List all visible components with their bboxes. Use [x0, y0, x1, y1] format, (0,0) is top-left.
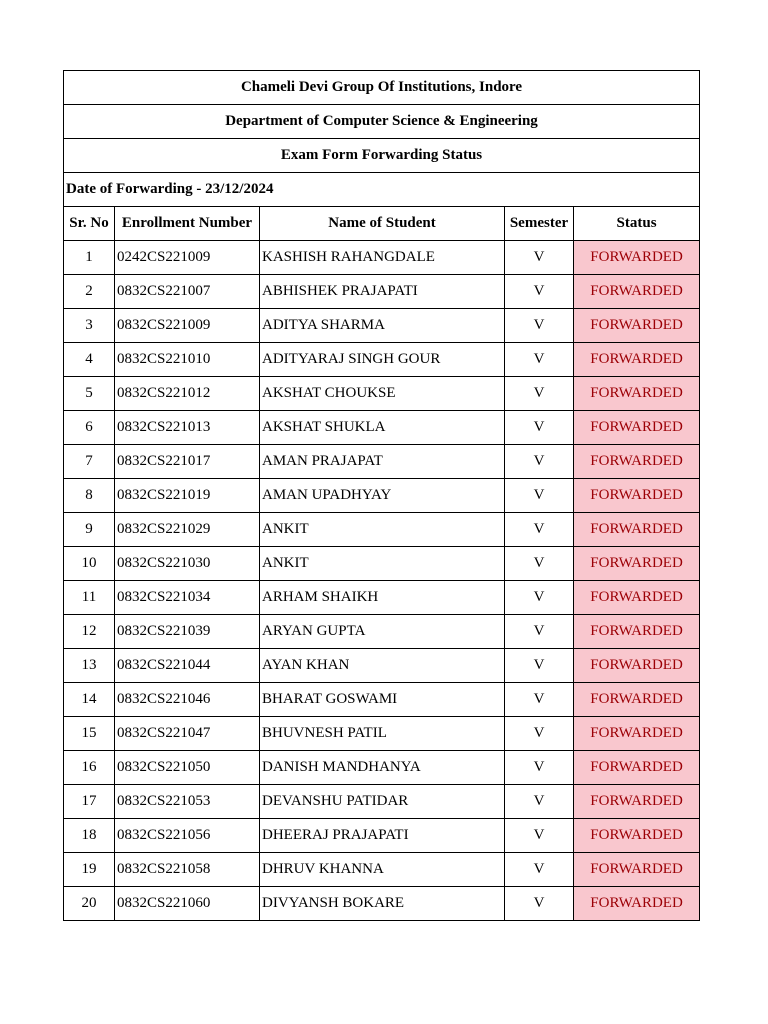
- department-row: [64, 105, 700, 139]
- student-name-cell: DHRUV KHANNA: [260, 853, 505, 887]
- semester-cell: V: [505, 411, 574, 445]
- status-badge: FORWARDED: [574, 513, 700, 547]
- enrollment-number-cell: 0832CS221060: [115, 887, 260, 921]
- enrollment-number-cell: 0832CS221044: [115, 649, 260, 683]
- enrollment-number-cell: 0832CS221056: [115, 819, 260, 853]
- semester-cell: V: [505, 547, 574, 581]
- sr-no-cell: 8: [64, 479, 115, 513]
- sr-no-cell: 4: [64, 343, 115, 377]
- sr-no-cell: 17: [64, 785, 115, 819]
- enrollment-number-cell: 0832CS221053: [115, 785, 260, 819]
- semester-cell: V: [505, 717, 574, 751]
- status-badge: FORWARDED: [574, 649, 700, 683]
- semester-cell: V: [505, 445, 574, 479]
- department-name: Department of Computer Science & Engineering: [64, 105, 700, 139]
- table-row: [64, 649, 700, 683]
- sr-no-cell: 12: [64, 615, 115, 649]
- student-name-cell: ANKIT: [260, 513, 505, 547]
- semester-cell: V: [505, 343, 574, 377]
- enrollment-number-cell: 0832CS221029: [115, 513, 260, 547]
- student-name-cell: BHUVNESH PATIL: [260, 717, 505, 751]
- student-name-cell: ANKIT: [260, 547, 505, 581]
- table-row: [64, 343, 700, 377]
- enrollment-number-cell: 0832CS221030: [115, 547, 260, 581]
- enrollment-number-cell: 0832CS221009: [115, 309, 260, 343]
- status-badge: FORWARDED: [574, 717, 700, 751]
- student-name-cell: DIVYANSH BOKARE: [260, 887, 505, 921]
- status-badge: FORWARDED: [574, 887, 700, 921]
- institution-name: Chameli Devi Group Of Institutions, Indore: [64, 71, 700, 105]
- status-badge: FORWARDED: [574, 309, 700, 343]
- status-badge: FORWARDED: [574, 343, 700, 377]
- table-row: [64, 887, 700, 921]
- student-name-cell: KASHISH RAHANGDALE: [260, 241, 505, 275]
- enrollment-number-cell: 0832CS221010: [115, 343, 260, 377]
- column-header-sr-no: Sr. No: [64, 207, 115, 241]
- student-name-cell: ARYAN GUPTA: [260, 615, 505, 649]
- status-badge: FORWARDED: [574, 377, 700, 411]
- institution-row: [64, 71, 700, 105]
- table-row: [64, 717, 700, 751]
- enrollment-number-cell: 0832CS221013: [115, 411, 260, 445]
- table-row: [64, 785, 700, 819]
- status-badge: FORWARDED: [574, 683, 700, 717]
- table-row: [64, 853, 700, 887]
- column-header-status: Status: [574, 207, 700, 241]
- student-name-cell: ARHAM SHAIKH: [260, 581, 505, 615]
- semester-cell: V: [505, 785, 574, 819]
- student-name-cell: AYAN KHAN: [260, 649, 505, 683]
- enrollment-number-cell: 0832CS221012: [115, 377, 260, 411]
- status-badge: FORWARDED: [574, 615, 700, 649]
- table-row: [64, 445, 700, 479]
- sr-no-cell: 7: [64, 445, 115, 479]
- forwarding-date: Date of Forwarding - 23/12/2024: [64, 173, 700, 207]
- enrollment-number-cell: 0832CS221046: [115, 683, 260, 717]
- status-badge: FORWARDED: [574, 241, 700, 275]
- column-header-semester: Semester: [505, 207, 574, 241]
- table-row: [64, 547, 700, 581]
- enrollment-number-cell: 0832CS221019: [115, 479, 260, 513]
- sr-no-cell: 11: [64, 581, 115, 615]
- sr-no-cell: 20: [64, 887, 115, 921]
- enrollment-number-cell: 0832CS221050: [115, 751, 260, 785]
- student-name-cell: AKSHAT SHUKLA: [260, 411, 505, 445]
- column-header-name: Name of Student: [260, 207, 505, 241]
- student-name-cell: AKSHAT CHOUKSE: [260, 377, 505, 411]
- column-header-row: [64, 207, 700, 241]
- enrollment-number-cell: 0832CS221047: [115, 717, 260, 751]
- status-badge: FORWARDED: [574, 785, 700, 819]
- sr-no-cell: 18: [64, 819, 115, 853]
- sr-no-cell: 1: [64, 241, 115, 275]
- semester-cell: V: [505, 309, 574, 343]
- sr-no-cell: 15: [64, 717, 115, 751]
- student-name-cell: AMAN PRAJAPAT: [260, 445, 505, 479]
- table-row: [64, 411, 700, 445]
- semester-cell: V: [505, 513, 574, 547]
- table-row: [64, 819, 700, 853]
- sr-no-cell: 6: [64, 411, 115, 445]
- enrollment-number-cell: 0832CS221017: [115, 445, 260, 479]
- status-badge: FORWARDED: [574, 819, 700, 853]
- table-row: [64, 241, 700, 275]
- table-row: [64, 615, 700, 649]
- enrollment-number-cell: 0832CS221058: [115, 853, 260, 887]
- table-row: [64, 479, 700, 513]
- sr-no-cell: 19: [64, 853, 115, 887]
- student-name-cell: ADITYARAJ SINGH GOUR: [260, 343, 505, 377]
- student-name-cell: DHEERAJ PRAJAPATI: [260, 819, 505, 853]
- student-name-cell: DANISH MANDHANYA: [260, 751, 505, 785]
- sr-no-cell: 9: [64, 513, 115, 547]
- sr-no-cell: 2: [64, 275, 115, 309]
- status-badge: FORWARDED: [574, 479, 700, 513]
- enrollment-number-cell: 0832CS221007: [115, 275, 260, 309]
- student-name-cell: ABHISHEK PRAJAPATI: [260, 275, 505, 309]
- semester-cell: V: [505, 751, 574, 785]
- status-badge: FORWARDED: [574, 445, 700, 479]
- semester-cell: V: [505, 683, 574, 717]
- sr-no-cell: 13: [64, 649, 115, 683]
- sr-no-cell: 3: [64, 309, 115, 343]
- enrollment-number-cell: 0242CS221009: [115, 241, 260, 275]
- status-badge: FORWARDED: [574, 853, 700, 887]
- status-badge: FORWARDED: [574, 751, 700, 785]
- status-badge: FORWARDED: [574, 581, 700, 615]
- semester-cell: V: [505, 615, 574, 649]
- table-row: [64, 513, 700, 547]
- semester-cell: V: [505, 275, 574, 309]
- semester-cell: V: [505, 649, 574, 683]
- table-row: [64, 581, 700, 615]
- status-badge: FORWARDED: [574, 547, 700, 581]
- sr-no-cell: 16: [64, 751, 115, 785]
- column-header-enrollment: Enrollment Number: [115, 207, 260, 241]
- table-row: [64, 309, 700, 343]
- status-badge: FORWARDED: [574, 275, 700, 309]
- table-row: [64, 377, 700, 411]
- semester-cell: V: [505, 819, 574, 853]
- sr-no-cell: 10: [64, 547, 115, 581]
- table-row: [64, 751, 700, 785]
- sr-no-cell: 5: [64, 377, 115, 411]
- page-title: Exam Form Forwarding Status: [64, 139, 700, 173]
- semester-cell: V: [505, 377, 574, 411]
- enrollment-number-cell: 0832CS221034: [115, 581, 260, 615]
- semester-cell: V: [505, 853, 574, 887]
- status-badge: FORWARDED: [574, 411, 700, 445]
- semester-cell: V: [505, 241, 574, 275]
- semester-cell: V: [505, 479, 574, 513]
- table-row: [64, 683, 700, 717]
- table-row: [64, 275, 700, 309]
- forwarding-status-table: [63, 70, 700, 921]
- student-name-cell: BHARAT GOSWAMI: [260, 683, 505, 717]
- student-name-cell: AMAN UPADHYAY: [260, 479, 505, 513]
- semester-cell: V: [505, 887, 574, 921]
- enrollment-number-cell: 0832CS221039: [115, 615, 260, 649]
- date-row: [64, 173, 700, 207]
- sr-no-cell: 14: [64, 683, 115, 717]
- student-name-cell: DEVANSHU PATIDAR: [260, 785, 505, 819]
- semester-cell: V: [505, 581, 574, 615]
- title-row: [64, 139, 700, 173]
- student-name-cell: ADITYA SHARMA: [260, 309, 505, 343]
